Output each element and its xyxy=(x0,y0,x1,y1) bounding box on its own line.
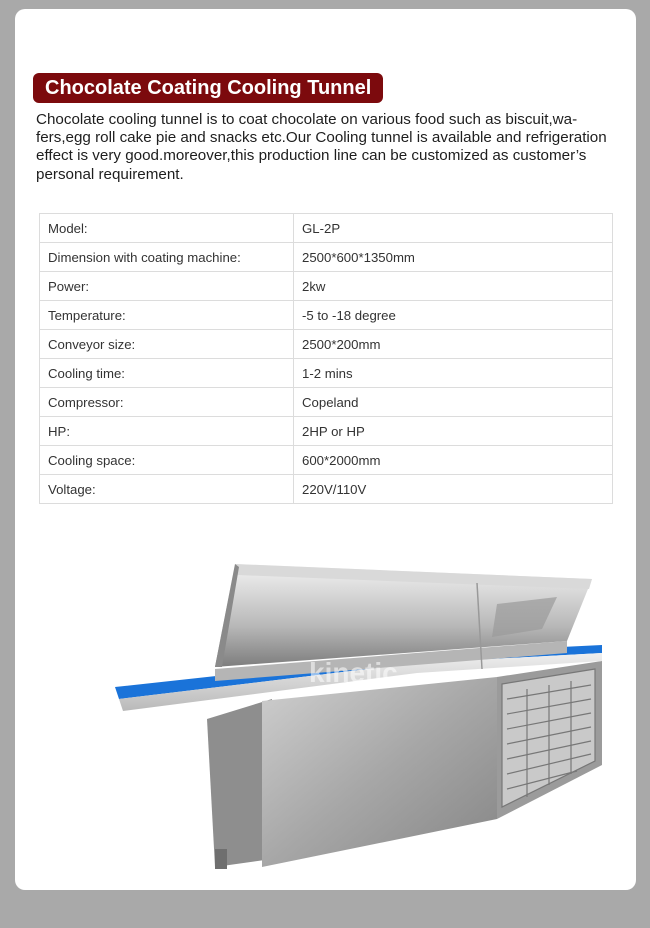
spec-label: Compressor: xyxy=(40,388,294,417)
table-row xyxy=(40,214,613,243)
spec-label: Cooling space: xyxy=(40,446,294,475)
spec-label: Model: xyxy=(40,214,294,243)
table-row xyxy=(40,243,613,272)
spec-label: Temperature: xyxy=(40,301,294,330)
table-row xyxy=(40,446,613,475)
spec-label: Voltage: xyxy=(40,475,294,504)
section-title: Chocolate Coating Cooling Tunnel xyxy=(33,73,383,103)
spec-value: 2kw xyxy=(294,272,613,301)
spec-value: 1-2 mins xyxy=(294,359,613,388)
spec-label: Cooling time: xyxy=(40,359,294,388)
spec-label: Power: xyxy=(40,272,294,301)
table-row xyxy=(40,417,613,446)
spec-label: HP: xyxy=(40,417,294,446)
content-card xyxy=(15,9,636,890)
intro-paragraph: Chocolate cooling tunnel is to coat chocolate on various food such as biscuit,wa-fers,egg roll cake pie and snacks etc.Our Cooling tunnel is available and refrigeration effect is very good.moreover,this production line can be customized as customer’s personal requirement. xyxy=(36,111,607,183)
table-row xyxy=(40,330,613,359)
watermark-logo: kinetic xyxy=(309,657,398,688)
table-row xyxy=(40,301,613,330)
spec-value: 2500*200mm xyxy=(294,330,613,359)
table-row xyxy=(40,359,613,388)
spec-value: 220V/110V xyxy=(294,475,613,504)
spec-label: Dimension with coating machine: xyxy=(40,243,294,272)
cabinet-front xyxy=(262,677,497,867)
spec-value: 600*2000mm xyxy=(294,446,613,475)
spec-table xyxy=(39,213,613,504)
spec-value: Copeland xyxy=(294,388,613,417)
spec-value: 2500*600*1350mm xyxy=(294,243,613,272)
spec-value: -5 to -18 degree xyxy=(294,301,613,330)
spec-value: GL-2P xyxy=(294,214,613,243)
product-photo xyxy=(97,549,617,879)
table-row xyxy=(40,272,613,301)
table-row xyxy=(40,388,613,417)
spec-value: 2HP or HP xyxy=(294,417,613,446)
table-row xyxy=(40,475,613,504)
spec-label: Conveyor size: xyxy=(40,330,294,359)
